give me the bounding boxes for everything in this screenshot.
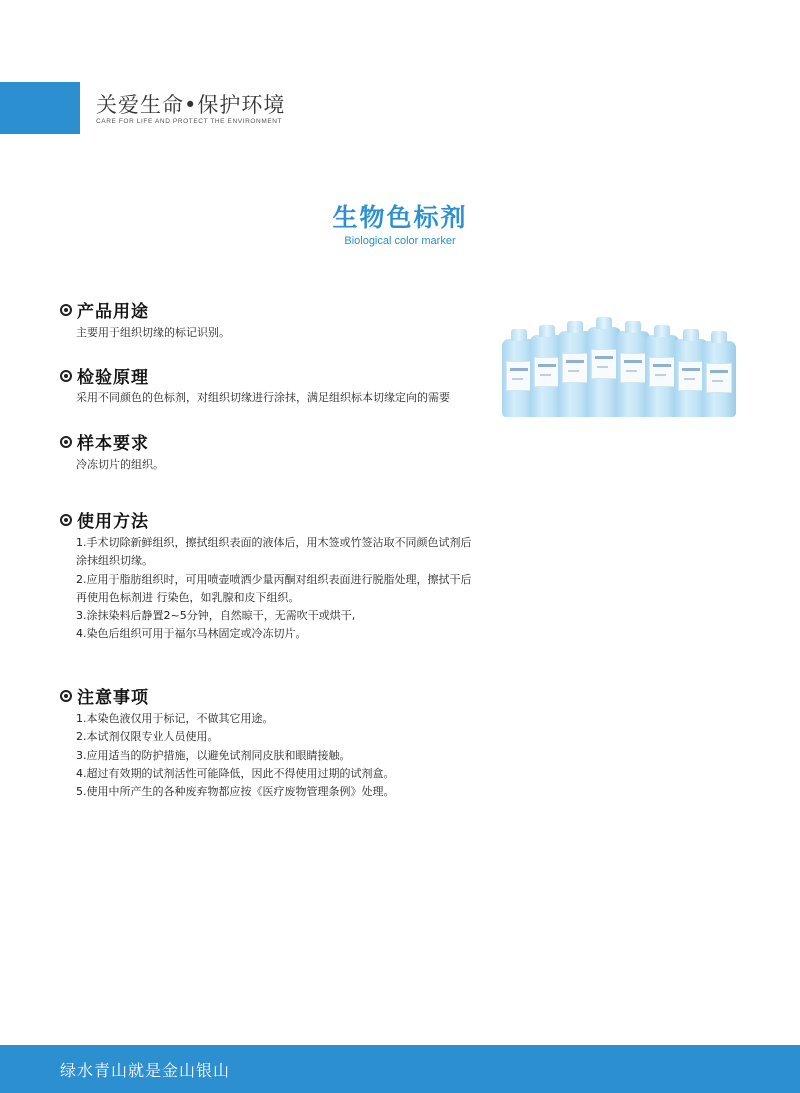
product-photo <box>496 313 746 423</box>
section-method-line: 2.应用于脂肪组织时，可用喷壶喷洒少量丙酮对组织表面进行脱脂处理，擦拭干后 <box>76 572 472 586</box>
section-principle-body <box>76 389 506 407</box>
section-usage-line: 主要用于组织切缘的标记识别。 <box>76 326 230 339</box>
section-notes-line: 4.超过有效期的试剂活性可能降低，因此不得使用过期的试剂盒。 <box>76 766 395 780</box>
header-slogan-english: CARE FOR LIFE AND PROTECT THE ENVIRONMENT <box>96 118 283 125</box>
section-notes-line: 3.应用适当的防护措施，以避免试剂同皮肤和眼睛接触。 <box>76 748 351 762</box>
section-sample-body <box>76 456 506 474</box>
section-principle-title: 检验原理 <box>77 368 149 388</box>
section-method-line: 再使用色标剂进 行染色，如乳腺和皮下组织。 <box>76 590 300 604</box>
section-sample-line: 冷冻切片的组织。 <box>76 458 164 471</box>
section-usage-title: 产品用途 <box>77 302 149 322</box>
section-notes-line: 2.本试剂仅限专业人员使用。 <box>76 730 219 744</box>
section-notes-title: 注意事项 <box>77 688 149 708</box>
section-method-title: 使用方法 <box>77 512 149 532</box>
section-usage-heading <box>60 297 149 322</box>
footer-bar <box>0 1045 800 1093</box>
section-sample-title: 样本要求 <box>77 434 149 454</box>
section-sample-heading <box>60 429 149 454</box>
document-subtitle: Biological color marker <box>344 235 456 247</box>
section-method-body <box>76 534 506 644</box>
circled-dot-icon <box>60 436 72 448</box>
section-method-line: 涂抹组织切缘。 <box>76 554 153 568</box>
bottle-image <box>702 341 736 417</box>
circled-dot-icon <box>60 304 72 316</box>
header-accent-bar <box>0 82 80 134</box>
section-notes-line: 5.使用中所产生的各种废弃物都应按《医疗废物管理条例》处理。 <box>76 785 395 799</box>
section-method-line: 3.涂抹染料后静置2~5分钟，自然晾干，无需吹干或烘干, <box>76 609 356 623</box>
section-notes-line: 1.本染色液仅用于标记，不做其它用途。 <box>76 712 274 725</box>
section-usage-body <box>76 324 506 342</box>
section-notes-body <box>76 710 506 801</box>
section-method-heading <box>60 507 149 532</box>
section-method-line: 1.手术切除新鲜组织，擦拭组织表面的液体后，用木签或竹签沾取不同颜色试剂后 <box>76 536 472 549</box>
section-principle-line: 采用不同颜色的色标剂，对组织切缘进行涂抹，满足组织标本切缘定向的需要 <box>76 391 450 404</box>
footer-slogan: 绿水青山就是金山银山 <box>60 1061 231 1080</box>
section-notes-heading <box>60 683 149 708</box>
section-method-line: 4.染色后组织可用于福尔马林固定或冷冻切片。 <box>76 627 307 641</box>
section-principle-heading <box>60 363 149 388</box>
circled-dot-icon <box>60 514 72 526</box>
document-title: 生物色标剂 <box>332 203 468 232</box>
header-slogan: 关爱生命•保护环境 <box>96 93 286 117</box>
circled-dot-icon <box>60 690 72 702</box>
circled-dot-icon <box>60 370 72 382</box>
